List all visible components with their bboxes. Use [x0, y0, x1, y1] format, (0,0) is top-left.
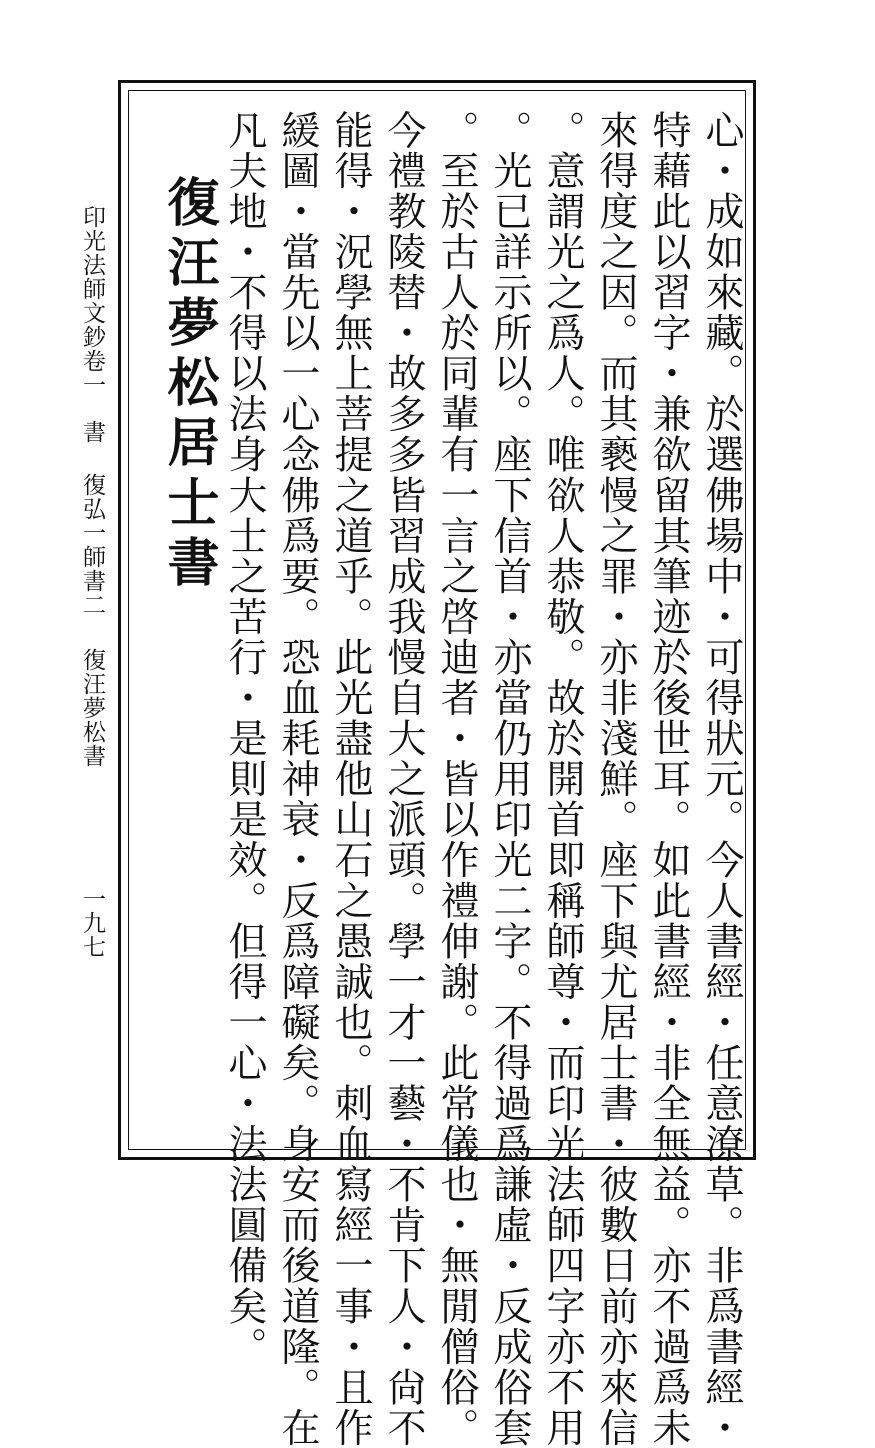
text-column-6: 。至於古人於同輩有一言之啓迪者・皆以作禮伸謝。此常儀也・無閒僧俗。: [434, 110, 479, 1448]
text-column-1: 心・成如來藏。於選佛場中・可得狀元。今人書經・任意潦草。非爲書經・: [699, 110, 744, 1448]
text-column-9: 緩圖・當先以一心念佛爲要。恐血耗神衰・反爲障礙矣。身安而後道隆。在: [275, 110, 320, 1448]
text-column-7: 今禮教陵替・故多多皆習成我慢自大之派頭。學一才一藝・不肯下人・尙不: [381, 110, 426, 1448]
text-column-8: 能得・況學無上菩提之道乎。此光盡他山石之愚誠也。刺血寫經一事・且作: [328, 110, 373, 1448]
text-column-4: 。意謂光之爲人。唯欲人恭敬。故於開首即稱師尊・而印光法師四字亦不用: [540, 110, 585, 1448]
running-head-article: 復汪夢松書: [79, 648, 105, 768]
text-column-10: 凡夫地・不得以法身大士之苦行・是則是效。但得一心・法法圓備矣。: [222, 110, 267, 1368]
running-head-book: 印光法師文鈔卷一: [79, 205, 105, 397]
text-column-2: 特藉此以習字・兼欲留其筆迹於後世耳。如此書經・非全無益。亦不過爲未: [646, 110, 691, 1448]
text-column-3: 來得度之因。而其褻慢之罪・亦非淺鮮。座下與尤居士書・彼數日前亦來信: [593, 110, 638, 1448]
page-number: 一九七: [79, 887, 105, 959]
running-head-chapter: 復弘一師書二: [79, 473, 105, 617]
text-column-5: 。光已詳示所以。座下信首・亦當仍用印光二字。不得過爲謙虛・反成俗套: [487, 110, 532, 1448]
running-head-section: 書: [79, 420, 105, 444]
letter-title: 復汪夢松居士書: [158, 175, 219, 595]
